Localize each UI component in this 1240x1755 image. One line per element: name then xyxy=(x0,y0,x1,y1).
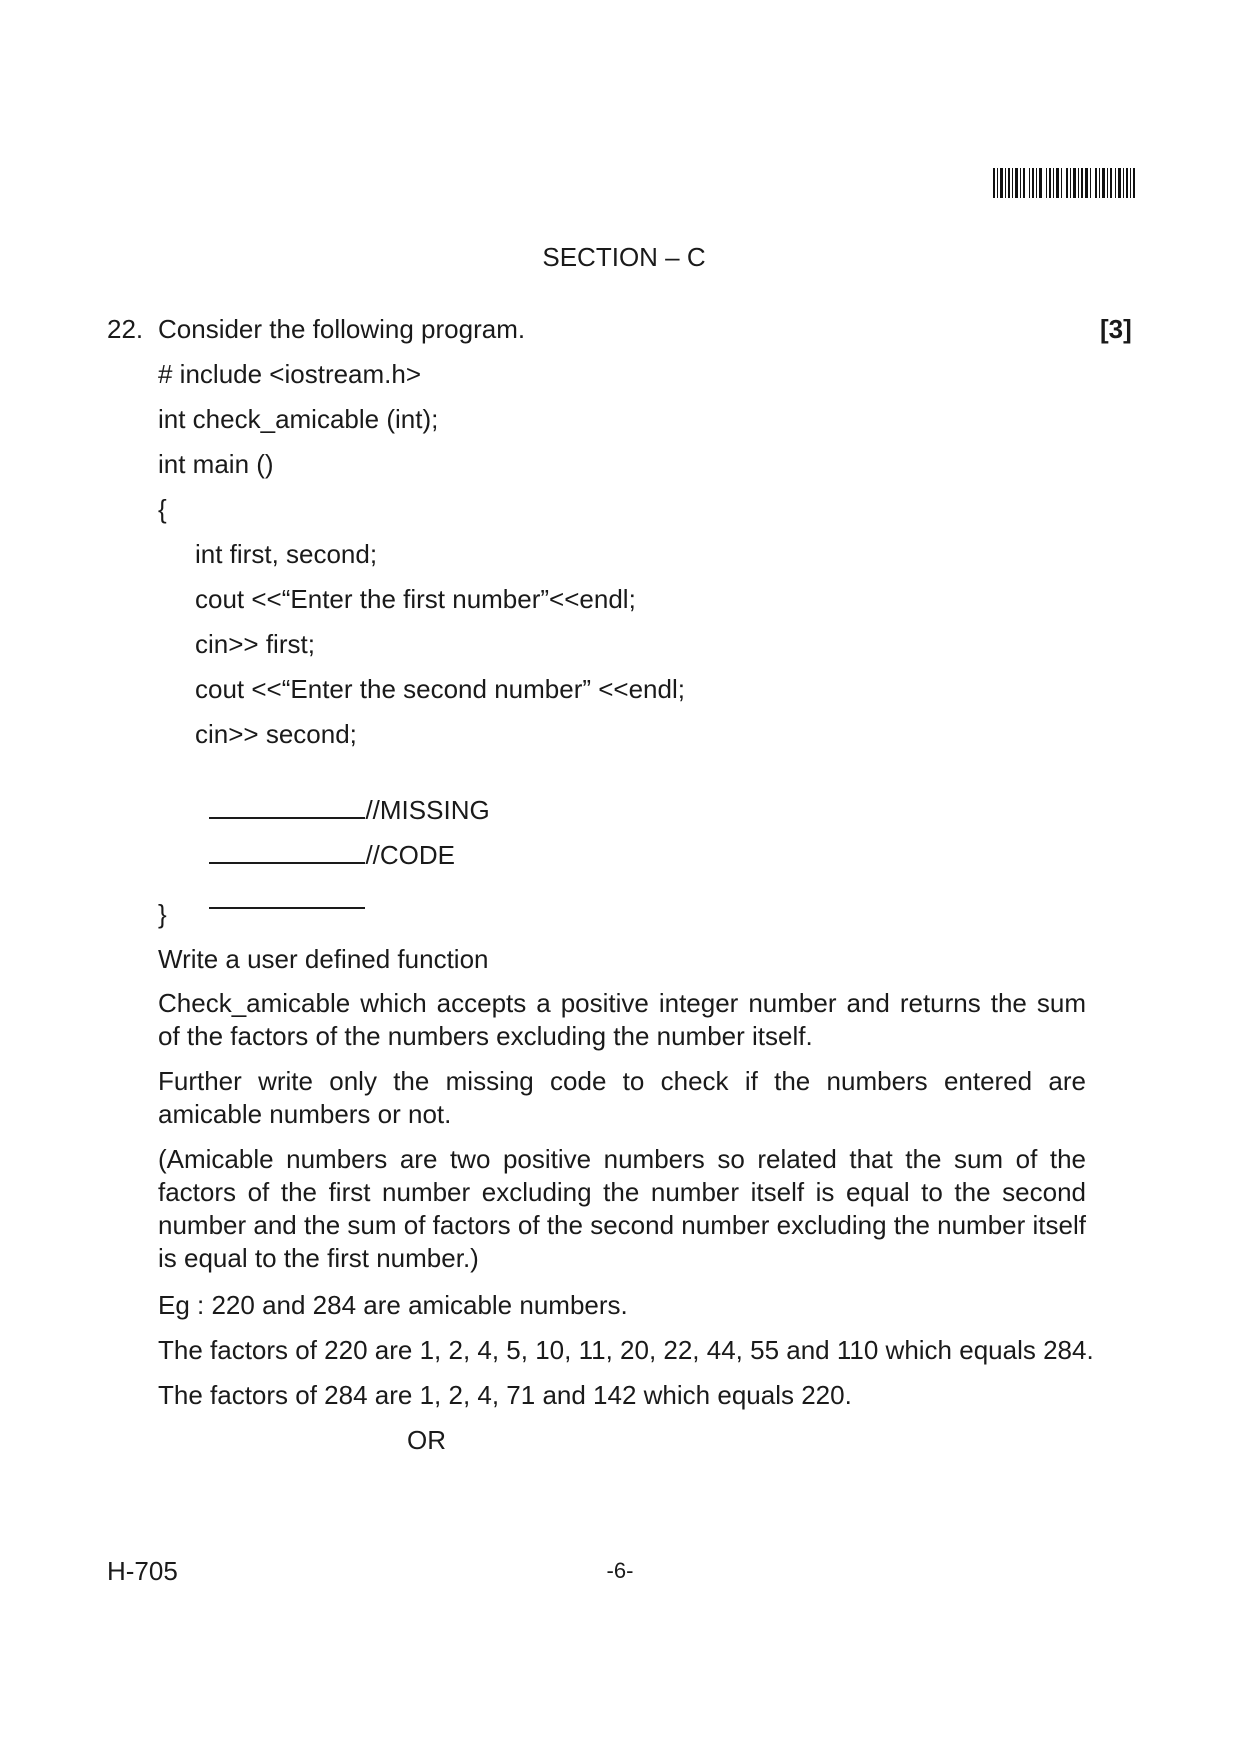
code-cout-second: cout <<“Enter the second number” <<endl; xyxy=(195,674,685,704)
further-instruction: Further write only the missing code to check if the numbers entered are amicable numbers or not. xyxy=(158,1066,1086,1129)
section-title: SECTION – C xyxy=(542,242,706,272)
code-cout-first: cout <<“Enter the first number”<<endl; xyxy=(195,584,636,614)
code-declaration: int first, second; xyxy=(195,539,378,569)
amicable-definition: (Amicable numbers are two positive numbers so related that the sum of the factors of the first number excluding the number itself is equal to the second number and the sum of factors of the second number excluding the number itself is equal to the first number.) xyxy=(158,1144,1086,1273)
blank-line xyxy=(209,885,365,909)
page-number: -6- xyxy=(606,1558,634,1583)
missing-label: //MISSING xyxy=(365,795,490,825)
example-text: Eg : 220 and 284 are amicable numbers. xyxy=(158,1290,628,1320)
task-title: Write a user defined function xyxy=(158,944,489,974)
code-cin-first: cin>> first; xyxy=(195,629,315,659)
code-main-signature: int main () xyxy=(158,449,274,479)
code-close-brace: } xyxy=(158,899,167,929)
or-label: OR xyxy=(407,1425,446,1455)
missing-code-line-3 xyxy=(195,854,365,916)
factors-220-text: The factors of 220 are 1, 2, 4, 5, 10, 11, 20, 22, 44, 55 and 110 which equals 284. xyxy=(158,1335,1094,1365)
paper-code: H-705 xyxy=(107,1556,178,1586)
code-open-brace: { xyxy=(158,494,167,524)
factors-284-text: The factors of 284 are 1, 2, 4, 71 and 142 which equals 220. xyxy=(158,1380,852,1410)
task-description: Check_amicable which accepts a positive integer number and returns the sum of the factors of the numbers excluding the number itself. xyxy=(158,988,1086,1051)
question-marks: [3] xyxy=(1100,314,1132,344)
question-intro: Consider the following program. xyxy=(158,314,526,344)
code-prototype: int check_amicable (int); xyxy=(158,404,439,434)
code-cin-second: cin>> second; xyxy=(195,719,357,749)
code-label: //CODE xyxy=(365,840,456,870)
code-include: # include <iostream.h> xyxy=(158,359,422,389)
question-number: 22. xyxy=(107,314,144,344)
barcode-icon xyxy=(993,168,1135,198)
